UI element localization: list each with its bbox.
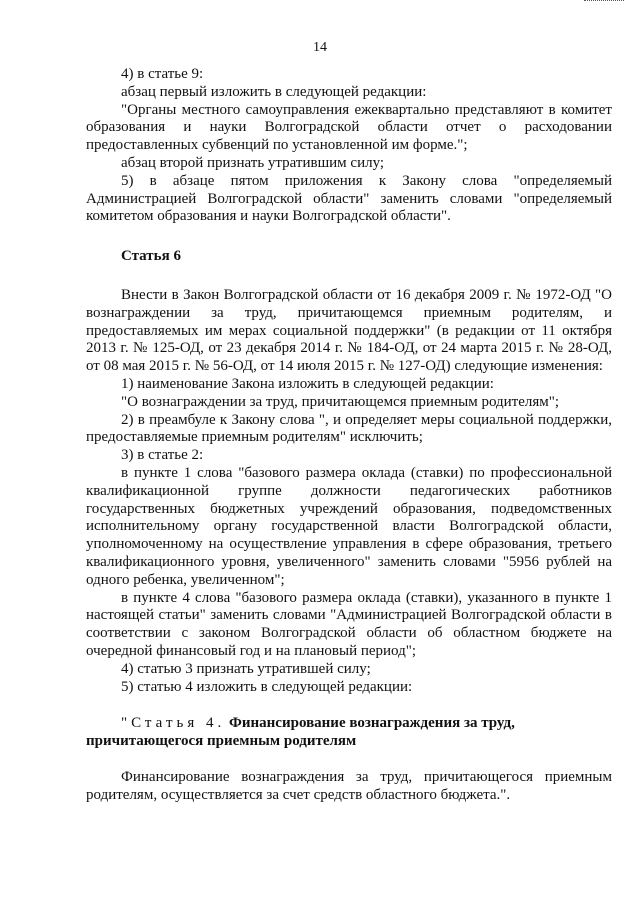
paragraph: в пункте 1 слова "базового размера оклада (ставки) по профессиональной квалификационной группе должности педагогических работников государственных бюджетных учреждений образования, подведомственных исполнительному органу государственной власти Волгоградской области, уполномоченному на осуществление управления в сфере образования, третьего квалификационного уровня, увеличенного" заменить словами "5956 рублей на одного ребенка, увеличенном"; xyxy=(86,464,612,588)
paragraph: 5) в абзаце пятом приложения к Закону слова "определяемый Администрацией Волгоградской области" заменить словами "определяемый комитетом образования и науки Волгоградской области". xyxy=(86,172,612,225)
page-number: 14 xyxy=(313,40,327,55)
paragraph: 4) в статье 9: xyxy=(121,66,204,82)
paragraph: 5) статью 4 изложить в следующей редакции: xyxy=(121,678,413,695)
paragraph: 2) в преамбуле к Закону слова ", и определяет меры социальной поддержки, предоставляемые приемным родителям" исключить; xyxy=(86,411,612,446)
paragraph: "О вознаграждении за труд, причитающемся приемным родителям"; xyxy=(121,393,560,410)
paragraph: "Органы местного самоуправления ежеквартально представляют в комитет образования и науки Волгоградской области отчет о расходовании предоставленных субвенций по установленной им форме."; xyxy=(86,101,612,154)
paragraph: абзац первый изложить в следующей редакции: xyxy=(121,83,427,100)
paragraph: Финансирование вознаграждения за труд, причитающегося приемным родителям, осуществляется за счет средств областного бюджета.". xyxy=(86,768,612,803)
paragraph: 1) наименование Закона изложить в следующей редакции: xyxy=(121,375,494,392)
article-4-heading xyxy=(86,715,612,733)
top-edge-mark xyxy=(584,0,624,3)
paragraph: 4) статью 3 признать утратившей силу; xyxy=(121,660,371,677)
paragraph: в пункте 4 слова "базового размера оклада (ставки), указанного в пункте 1 настоящей статьи" заменить словами "Администрацией Волгоградской области в соответствии с законом Волгоградской области об областном бюджете на очередной финансовый год и на плановый период"; xyxy=(86,589,612,659)
paragraph: абзац второй признать утратившим силу; xyxy=(121,154,385,171)
paragraph: 3) в статье 2: xyxy=(121,447,204,464)
article-6-heading: Статья 6 xyxy=(121,248,181,265)
article-4-prefix: "Статья 4. xyxy=(121,715,226,732)
document-body xyxy=(86,66,612,804)
spacer xyxy=(86,696,612,709)
paragraph: Внести в Закон Волгоградской области от 16 декабря 2009 г. № 1972-ОД "О вознаграждении за труд, причитающемся приемным родителям, и предоставляемых им мерах социальной поддержки" (в редакции от 11 октября 2013 г. № 125-ОД, от 23 декабря 2014 г. № 184-ОД, от 24 марта 2015 г. № 28-ОД, от 08 мая 2015 г. № 56-ОД, от 14 июля 2015 г. № 127-ОД) следующие изменения: xyxy=(86,286,612,375)
article-4-title-line2: причитающегося приемным родителям xyxy=(86,733,357,750)
article-4-title-line1: Финансирование вознаграждения за труд, xyxy=(228,715,515,732)
